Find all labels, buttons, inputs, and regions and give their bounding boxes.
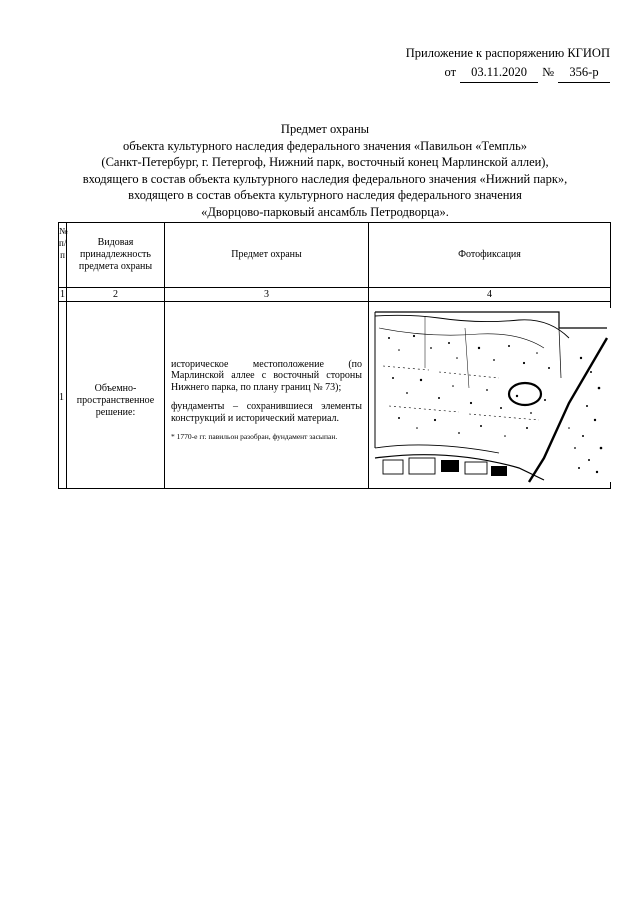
table-header-row <box>59 223 611 288</box>
description-location: историческое местоположение (по Марлинской аллее с восточный стороны Нижнего парка, по плану границ № 73); <box>171 358 362 393</box>
index-2: 2 <box>67 288 165 302</box>
title-line-6: «Дворцово-парковый ансамбль Петродворца». <box>201 204 449 219</box>
header-type: Видовая принадлежность предмета охраны <box>67 223 165 288</box>
title-line-1: Предмет охраны <box>280 122 370 136</box>
row-type: Объемно-пространственное решение: <box>67 302 165 489</box>
from-label: от <box>444 65 457 79</box>
photo-cell <box>369 302 611 489</box>
site-plan-map <box>369 308 611 482</box>
header-subject: Предмет охраны <box>165 223 369 288</box>
title-line-4: входящего в состав объекта культурного наследия федерального значения «Нижний парк», <box>82 171 568 186</box>
row-description <box>165 302 369 489</box>
row-num: 1 <box>59 302 67 489</box>
order-date: 03.11.2020 <box>460 63 538 83</box>
table-index-row <box>59 288 611 302</box>
number-label: № <box>542 65 554 79</box>
protection-subject-table <box>58 222 611 489</box>
title-line-2: объекта культурного наследия федерального значения «Павильон «Темпль» <box>122 138 528 153</box>
appendix-line: Приложение к распоряжению КГИОП <box>405 46 610 60</box>
description-note: * 1770-е гг. павильон разобран, фундамент засыпан. <box>171 432 338 442</box>
description-foundations: фундаменты – сохранившиеся элементы конструкций и исторический материал. <box>171 401 362 424</box>
index-1: 1 <box>60 288 65 300</box>
table-row <box>59 302 611 489</box>
header-photo: Фотофиксация <box>369 223 611 288</box>
title-line-3: (Санкт-Петербург, г. Петергоф, Нижний парк, восточный конец Марлинской аллеи), <box>101 155 549 169</box>
index-3: 3 <box>165 288 369 302</box>
document-title <box>40 121 610 220</box>
header-num: № п/п <box>59 223 67 288</box>
title-line-5: входящего в состав объекта культурного наследия федерального значения <box>128 188 522 202</box>
order-reference <box>406 63 610 83</box>
document-header <box>406 44 610 83</box>
order-number: 356-р <box>558 63 610 83</box>
index-4: 4 <box>369 288 611 302</box>
